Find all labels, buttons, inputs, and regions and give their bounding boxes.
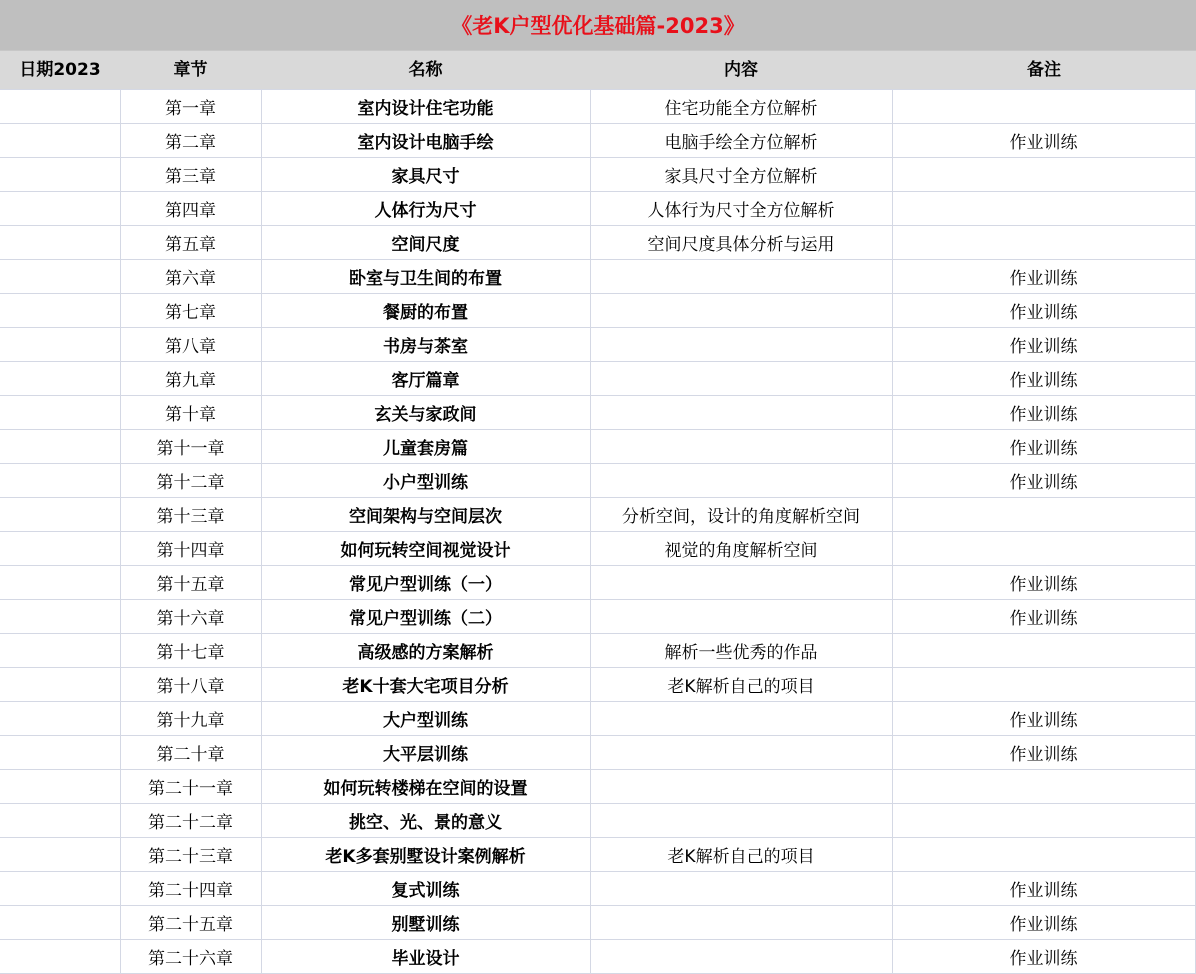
- chapter-cell[interactable]: 第十七章: [120, 634, 261, 668]
- name-cell[interactable]: 客厅篇章: [261, 362, 590, 396]
- name-cell[interactable]: 人体行为尺寸: [261, 192, 590, 226]
- note-cell[interactable]: 作业训练: [892, 600, 1195, 634]
- chapter-cell[interactable]: 第十五章: [120, 566, 261, 600]
- table-row: [0, 328, 1195, 362]
- name-cell[interactable]: 如何玩转楼梯在空间的设置: [261, 770, 590, 804]
- table-row: [0, 396, 1195, 430]
- note-cell[interactable]: [892, 532, 1195, 566]
- name-cell[interactable]: 家具尺寸: [261, 158, 590, 192]
- date-cell[interactable]: [0, 158, 120, 192]
- date-cell[interactable]: [0, 464, 120, 498]
- table-row: [0, 226, 1195, 260]
- name-cell[interactable]: 老K十套大宅项目分析: [261, 668, 590, 702]
- name-cell[interactable]: 室内设计电脑手绘: [261, 124, 590, 158]
- chapter-cell[interactable]: 第十六章: [120, 600, 261, 634]
- name-cell[interactable]: 儿童套房篇: [261, 430, 590, 464]
- chapter-cell[interactable]: 第二十章: [120, 736, 261, 770]
- table-row: [0, 634, 1195, 668]
- note-cell[interactable]: 作业训练: [892, 906, 1195, 940]
- header-chapter[interactable]: 章节: [173, 60, 208, 80]
- date-cell[interactable]: [0, 668, 120, 702]
- content-cell[interactable]: [590, 396, 892, 430]
- date-cell[interactable]: [0, 226, 120, 260]
- table-row: [0, 702, 1195, 736]
- date-cell[interactable]: [0, 702, 120, 736]
- note-cell[interactable]: 作业训练: [892, 260, 1195, 294]
- date-cell[interactable]: [0, 600, 120, 634]
- name-cell[interactable]: 复式训练: [261, 872, 590, 906]
- chapter-cell[interactable]: 第二十五章: [120, 906, 261, 940]
- content-cell[interactable]: [590, 294, 892, 328]
- header-note[interactable]: 备注: [1027, 60, 1061, 80]
- content-cell[interactable]: 电脑手绘全方位解析: [590, 124, 892, 158]
- note-cell[interactable]: 作业训练: [892, 566, 1195, 600]
- date-cell[interactable]: [0, 396, 120, 430]
- note-cell[interactable]: [892, 634, 1195, 668]
- note-cell[interactable]: 作业训练: [892, 362, 1195, 396]
- note-cell[interactable]: 作业训练: [892, 940, 1195, 974]
- chapter-cell[interactable]: 第二章: [120, 124, 261, 158]
- date-cell[interactable]: [0, 736, 120, 770]
- chapter-cell[interactable]: 第六章: [120, 260, 261, 294]
- table-row: [0, 906, 1195, 940]
- note-cell[interactable]: 作业训练: [892, 124, 1195, 158]
- chapter-cell[interactable]: 第二十六章: [120, 940, 261, 974]
- date-cell[interactable]: [0, 430, 120, 464]
- chapter-cell[interactable]: 第十一章: [120, 430, 261, 464]
- header-row: [0, 50, 1196, 89]
- table-row: [0, 90, 1195, 124]
- content-cell[interactable]: [590, 600, 892, 634]
- note-cell[interactable]: 作业训练: [892, 294, 1195, 328]
- name-cell[interactable]: 挑空、光、景的意义: [261, 804, 590, 838]
- content-cell[interactable]: 老K解析自己的项目: [590, 838, 892, 872]
- table-row: [0, 600, 1195, 634]
- chapter-cell[interactable]: 第二十四章: [120, 872, 261, 906]
- date-cell[interactable]: [0, 770, 120, 804]
- chapter-cell[interactable]: 第十八章: [120, 668, 261, 702]
- table-row: [0, 260, 1195, 294]
- content-cell[interactable]: 解析一些优秀的作品: [590, 634, 892, 668]
- content-cell[interactable]: 视觉的角度解析空间: [590, 532, 892, 566]
- table-row: [0, 430, 1195, 464]
- table-row: [0, 158, 1195, 192]
- chapter-cell[interactable]: 第九章: [120, 362, 261, 396]
- date-cell[interactable]: [0, 362, 120, 396]
- date-cell[interactable]: [0, 328, 120, 362]
- name-cell[interactable]: 空间尺度: [261, 226, 590, 260]
- table-row: [0, 872, 1195, 906]
- content-cell[interactable]: [590, 464, 892, 498]
- chapter-cell[interactable]: 第十三章: [120, 498, 261, 532]
- date-cell[interactable]: [0, 566, 120, 600]
- date-cell[interactable]: [0, 804, 120, 838]
- name-cell[interactable]: 大平层训练: [261, 736, 590, 770]
- header-content[interactable]: 内容: [724, 60, 758, 80]
- content-cell[interactable]: 家具尺寸全方位解析: [590, 158, 892, 192]
- content-cell[interactable]: [590, 872, 892, 906]
- course-table: [0, 89, 1196, 974]
- note-cell[interactable]: [892, 226, 1195, 260]
- chapter-cell[interactable]: 第二十三章: [120, 838, 261, 872]
- date-cell[interactable]: [0, 260, 120, 294]
- date-cell[interactable]: [0, 294, 120, 328]
- table-row: [0, 838, 1195, 872]
- header-name[interactable]: 名称: [408, 60, 443, 80]
- content-cell[interactable]: 老K解析自己的项目: [590, 668, 892, 702]
- date-cell[interactable]: [0, 838, 120, 872]
- name-cell[interactable]: 常见户型训练（一）: [261, 566, 590, 600]
- note-cell[interactable]: [892, 498, 1195, 532]
- note-cell[interactable]: [892, 838, 1195, 872]
- chapter-cell[interactable]: 第一章: [120, 90, 261, 124]
- table-row: [0, 804, 1195, 838]
- date-cell[interactable]: [0, 192, 120, 226]
- note-cell[interactable]: [892, 770, 1195, 804]
- note-cell[interactable]: [892, 90, 1195, 124]
- content-cell[interactable]: [590, 804, 892, 838]
- content-cell[interactable]: [590, 362, 892, 396]
- note-cell[interactable]: [892, 158, 1195, 192]
- chapter-cell[interactable]: 第四章: [120, 192, 261, 226]
- note-cell[interactable]: [892, 804, 1195, 838]
- table-row: [0, 192, 1195, 226]
- date-cell[interactable]: [0, 90, 120, 124]
- name-cell[interactable]: 书房与茶室: [261, 328, 590, 362]
- content-cell[interactable]: [590, 430, 892, 464]
- content-cell[interactable]: [590, 702, 892, 736]
- name-cell[interactable]: 玄关与家政间: [261, 396, 590, 430]
- chapter-cell[interactable]: 第七章: [120, 294, 261, 328]
- chapter-cell[interactable]: 第二十一章: [120, 770, 261, 804]
- note-cell[interactable]: 作业训练: [892, 430, 1195, 464]
- header-date[interactable]: 日期2023: [19, 60, 101, 80]
- chapter-cell[interactable]: 第十九章: [120, 702, 261, 736]
- name-cell[interactable]: 空间架构与空间层次: [261, 498, 590, 532]
- table-row: [0, 464, 1195, 498]
- name-cell[interactable]: 小户型训练: [261, 464, 590, 498]
- content-cell[interactable]: [590, 770, 892, 804]
- note-cell[interactable]: 作业训练: [892, 702, 1195, 736]
- chapter-cell[interactable]: 第三章: [120, 158, 261, 192]
- note-cell[interactable]: 作业训练: [892, 872, 1195, 906]
- table-row: [0, 124, 1195, 158]
- table-row: [0, 736, 1195, 770]
- chapter-cell[interactable]: 第十二章: [120, 464, 261, 498]
- name-cell[interactable]: 室内设计住宅功能: [261, 90, 590, 124]
- content-cell[interactable]: [590, 736, 892, 770]
- note-cell[interactable]: 作业训练: [892, 736, 1195, 770]
- date-cell[interactable]: [0, 498, 120, 532]
- table-row: [0, 532, 1195, 566]
- sheet-title[interactable]: 《老K户型优化基础篇-2023》: [0, 0, 1196, 50]
- table-row: [0, 566, 1195, 600]
- name-cell[interactable]: 老K多套别墅设计案例解析: [261, 838, 590, 872]
- chapter-cell[interactable]: 第八章: [120, 328, 261, 362]
- content-cell[interactable]: 住宅功能全方位解析: [590, 90, 892, 124]
- name-cell[interactable]: 大户型训练: [261, 702, 590, 736]
- note-cell[interactable]: 作业训练: [892, 464, 1195, 498]
- chapter-cell[interactable]: 第十四章: [120, 532, 261, 566]
- table-row: [0, 498, 1195, 532]
- content-cell[interactable]: [590, 566, 892, 600]
- table-body: [0, 90, 1195, 974]
- chapter-cell[interactable]: 第十章: [120, 396, 261, 430]
- date-cell[interactable]: [0, 634, 120, 668]
- table-row: [0, 362, 1195, 396]
- name-cell[interactable]: 常见户型训练（二）: [261, 600, 590, 634]
- date-cell[interactable]: [0, 872, 120, 906]
- content-cell[interactable]: 人体行为尺寸全方位解析: [590, 192, 892, 226]
- note-cell[interactable]: 作业训练: [892, 328, 1195, 362]
- date-cell[interactable]: [0, 532, 120, 566]
- content-cell[interactable]: [590, 940, 892, 974]
- table-row: [0, 294, 1195, 328]
- table-row: [0, 770, 1195, 804]
- note-cell[interactable]: [892, 192, 1195, 226]
- name-cell[interactable]: 别墅训练: [261, 906, 590, 940]
- note-cell[interactable]: [892, 668, 1195, 702]
- chapter-cell[interactable]: 第五章: [120, 226, 261, 260]
- date-cell[interactable]: [0, 906, 120, 940]
- name-cell[interactable]: 如何玩转空间视觉设计: [261, 532, 590, 566]
- note-cell[interactable]: 作业训练: [892, 396, 1195, 430]
- table-row: [0, 668, 1195, 702]
- content-cell[interactable]: [590, 328, 892, 362]
- date-cell[interactable]: [0, 124, 120, 158]
- content-cell[interactable]: 空间尺度具体分析与运用: [590, 226, 892, 260]
- content-cell[interactable]: [590, 260, 892, 294]
- name-cell[interactable]: 卧室与卫生间的布置: [261, 260, 590, 294]
- name-cell[interactable]: 毕业设计: [261, 940, 590, 974]
- content-cell[interactable]: [590, 906, 892, 940]
- name-cell[interactable]: 餐厨的布置: [261, 294, 590, 328]
- date-cell[interactable]: [0, 940, 120, 974]
- content-cell[interactable]: 分析空间，设计的角度解析空间: [590, 498, 892, 532]
- name-cell[interactable]: 高级感的方案解析: [261, 634, 590, 668]
- chapter-cell[interactable]: 第二十二章: [120, 804, 261, 838]
- table-row: [0, 940, 1195, 974]
